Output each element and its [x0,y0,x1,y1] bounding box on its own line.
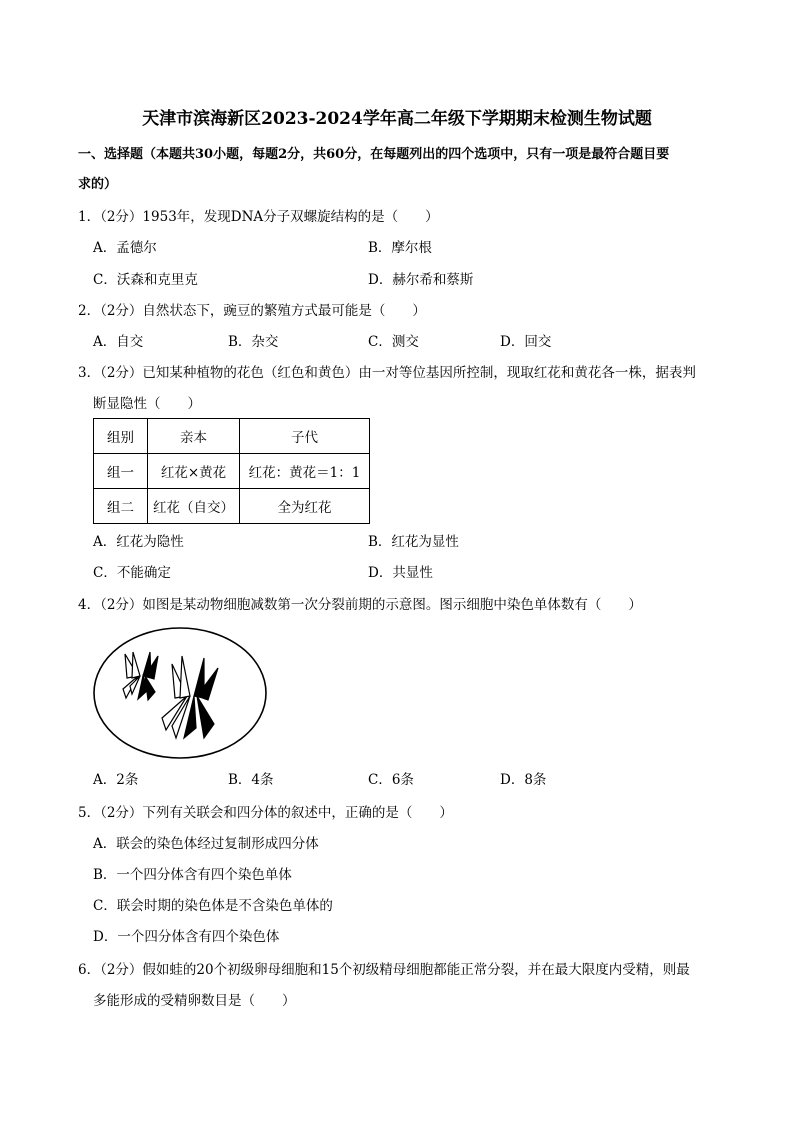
q5-option-b: B．一个四分体含有四个染色单体 [93,867,292,883]
page-title: 天津市滨海新区2023-2024学年高二年级下学期期末检测生物试题 [142,109,652,129]
q1-option-c: C．沃森和克里克 [93,272,198,288]
q4-option-a: A．2条 [93,772,139,788]
table-cell: 红花（自交） [148,489,240,524]
q2-option-c: C．测交 [368,334,419,350]
table-row [94,489,370,524]
q1-option-d: D．赫尔希和蔡斯 [368,272,474,288]
table-cell: 组一 [94,454,148,489]
table-cell: 全为红花 [240,489,370,524]
cell-meiosis-diagram [92,626,268,760]
q6-stem-line2: 多能形成的受精卵数目是（ ） [93,993,296,1009]
section-heading-line2: 求的） [78,177,118,192]
q4-option-d: D．8条 [500,772,547,788]
table-cell: 组二 [94,489,148,524]
table-row [94,454,370,489]
q5-option-d: D．一个四分体含有四个染色体 [93,929,280,945]
q2-stem: 2．（2分）自然状态下，豌豆的繁殖方式最可能是（ ） [78,303,426,319]
q2-option-b: B．杂交 [228,334,279,350]
table-cell: 红花×黄花 [148,454,240,489]
table-header: 组别 [94,419,148,454]
q3-option-b: B．红花为显性 [368,534,459,550]
table-header: 子代 [240,419,370,454]
q5-option-c: C．联会时期的染色体是不含染色单体的 [93,898,333,914]
q1-option-a: A．孟德尔 [93,240,157,256]
q4-option-b: B．4条 [228,772,274,788]
table-header: 亲本 [148,419,240,454]
q3-stem-line1: 3．（2分）已知某种植物的花色（红色和黄色）由一对等位基因所控制，现取红花和黄花各一株，据表判 [78,365,696,381]
q2-option-a: A．自交 [93,334,144,350]
q1-option-b: B．摩尔根 [368,240,432,256]
q2-option-d: D．回交 [500,334,552,350]
q5-option-a: A．联会的染色体经过复制形成四分体 [93,836,319,852]
q3-stem-line2: 断显隐性（ ） [93,396,201,412]
table-header-row [94,419,370,454]
q3-table [93,418,370,524]
q6-stem-line1: 6．（2分）假如蛙的20个初级卵母细胞和15个初级精母细胞都能正常分裂，并在最大限度内受精，则最 [78,962,690,978]
q4-option-c: C．6条 [368,772,414,788]
section-heading-line1: 一、选择题（本题共30小题，每题2分，共60分，在每题列出的四个选项中，只有一项是最符合题目要 [78,147,670,162]
q5-stem: 5．（2分）下列有关联会和四分体的叙述中，正确的是（ ） [78,805,453,821]
q3-option-d: D．共显性 [368,565,433,581]
q1-stem: 1．（2分）1953年，发现DNA分子双螺旋结构的是（ ） [78,209,439,225]
q3-option-a: A．红花为隐性 [93,534,184,550]
q4-stem: 4．（2分）如图是某动物细胞减数第一次分裂前期的示意图。图示细胞中染色单体数有（ ） [78,597,642,613]
table-cell: 红花：黄花＝1：1 [240,454,370,489]
q3-option-c: C．不能确定 [93,565,171,581]
